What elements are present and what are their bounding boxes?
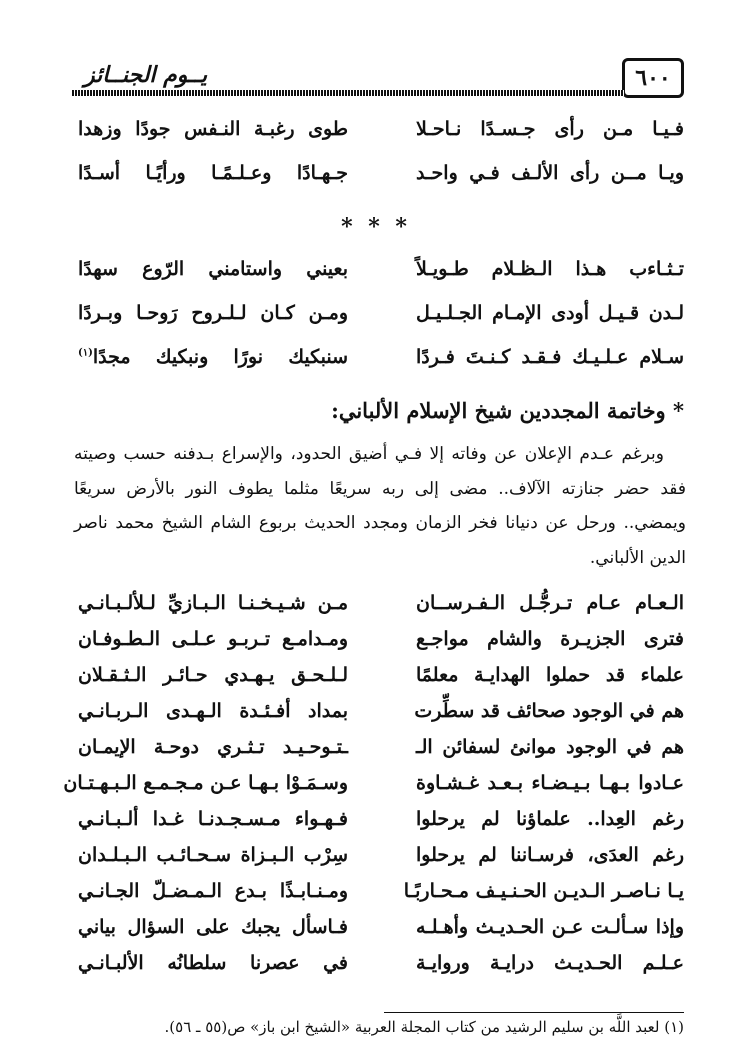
verse (78, 592, 684, 614)
poem-block-3 (63, 592, 684, 974)
footnote-rule (384, 1012, 684, 1013)
prose-paragraph: وبرغم عـدم الإعلان عن وفاته إلا فـي أضيق الحدود، والإسراع بـدفنه حسب وصيته فقد حضر جنازته الآلاف.. مضى إلى ربه سريعًا مثلما يطوف النور بالأرض سريعًا ويمضي.. ورحل عن دنيانا فخر الزمان ومجدد الحديث بربوع الشام الشيخ محمد ناصر الدين الألباني. (74, 444, 686, 568)
verse-second-hemistich: لـلـحـق يـهـدي حـائـر الـثـقـلان (78, 664, 348, 686)
verse-second-hemistich: جـهـادًا وعـلـمًـا ورأيًـا أسـدًا (78, 162, 348, 184)
verse-first-hemistich: تـثـاءب هـذا الـظـلام طـويـلاً (416, 258, 684, 280)
page-header (72, 56, 684, 98)
footnote: (١) لعبد اللَّه بن سليم الرشيد من كتاب المجلة العربية «الشيخ ابن باز» ص(٥٥ ـ ٥٦). (164, 1018, 684, 1036)
verse-second-hemistich: ومـدامـع تـربـو عـلـى الـطـوفـان (78, 628, 348, 650)
verse (63, 772, 684, 794)
verse-second-hemistich: فـهـواء مـسـجـدنـا غـدا ألـبـانـي (78, 808, 348, 830)
verse-first-hemistich: عـادوا بـهـا بـيـضـاء بـعـد غـشـاوة (416, 772, 684, 794)
section-heading: * وخاتمة المجددين شيخ الإسلام الألباني: (331, 398, 684, 423)
verse-second-hemistich: ومـن كـان لـلـروح رَوحـا وبـردًا (78, 302, 348, 324)
verse-second-hemistich: بمداد أفـئـدة الـهـدى الـربـانـي (78, 700, 348, 722)
verse-second-hemistich: مـن شـيـخـنـا الـبـازيِّ لـلألـبـانـي (78, 592, 348, 614)
hemistich-text: سنبكيك نورًا ونبكيك مجدًا (92, 346, 348, 368)
verse-first-hemistich: فترى الجزيـرة والشام مواجـع (416, 628, 684, 650)
stars-separator: * * * (341, 214, 411, 240)
verse-first-hemistich: عـلـم الحـديـث درايـة وروايـة (416, 952, 684, 974)
verse-second-hemistich: ومـنـابـذًا بـدع الـمـضـلّ الجـانـي (78, 880, 348, 902)
verse-first-hemistich: سـلام عـلـيـك فـقـد كـنـتَ فـردًا (416, 346, 684, 368)
verse-second-hemistich: وسـمَـوْا بـهـا عـن مـجـمـع الـبـهـتـان (63, 772, 348, 794)
verse (78, 628, 684, 650)
verse (78, 302, 684, 324)
poem-block-1 (78, 118, 684, 184)
verse-first-hemistich: ويـا مــن رأى الألـف فـي واحـد (416, 162, 684, 184)
verse-second-hemistich: في عصرنا سلطانُه الألبـانـي (78, 952, 348, 974)
verse-second-hemistich (78, 346, 348, 368)
verse-first-hemistich: وإذا سـألـت عـن الحـديـث وأهـلـه (416, 916, 684, 938)
verse-second-hemistich: طوى رغبـة النـفس جودًا وزهدا (78, 118, 348, 140)
verse (78, 916, 684, 938)
verse-first-hemistich: لـدن قـيـل أودى الإمـام الجـلـيـل (416, 302, 684, 324)
verse (78, 118, 684, 140)
verse (78, 736, 684, 758)
verse-first-hemistich: رغم العِدا.. علماؤنا لم يرحلوا (416, 808, 684, 830)
verse (78, 664, 684, 686)
verse-first-hemistich: يـا نـاصـر الـديـن الحـنـيـف مـحـاربًـا (403, 880, 684, 902)
verse (78, 346, 684, 368)
verse (78, 844, 684, 866)
verse-first-hemistich: هم في الوجود موانئ لسفائن الـ (416, 736, 684, 758)
poem-block-2 (78, 258, 684, 368)
verse-second-hemistich: فـاسأل يجبك على السؤال بياني (78, 916, 348, 938)
verse (78, 258, 684, 280)
verse-first-hemistich: فـيـا مـن رأى جـسـدًا نـاحـلا (416, 118, 684, 140)
verse-first-hemistich: هم في الوجود صحائف قد سطِّرت (414, 700, 684, 722)
verse-first-hemistich: رغم العدَى، فرسـاننا لم يرحلوا (416, 844, 684, 866)
verse-second-hemistich: بعيني واستامني الرّوع سهدًا (78, 258, 348, 280)
footnote-marker: (١) (78, 347, 93, 359)
verse-first-hemistich: الـعـام عـام تـرجُّـل الـفـرســان (416, 592, 684, 614)
verse (78, 162, 684, 184)
verse-first-hemistich: علماء قد حملوا الهدايـة معلمًا (416, 664, 684, 686)
running-title: يــوم الجنــائز (84, 62, 208, 88)
verse-second-hemistich: ـتـوحـيـد تـثـري دوحـة الإيمـان (78, 736, 348, 758)
verse (78, 880, 684, 902)
prose-paragraph-block (74, 437, 686, 575)
verse (78, 808, 684, 830)
verse (78, 700, 684, 722)
verse (78, 952, 684, 974)
verse-second-hemistich: سِرْب الـبـزاة سـحـائـب الـبـلـدان (78, 844, 348, 866)
page-number: ٦٠٠ (622, 58, 684, 98)
header-rule (72, 90, 624, 96)
